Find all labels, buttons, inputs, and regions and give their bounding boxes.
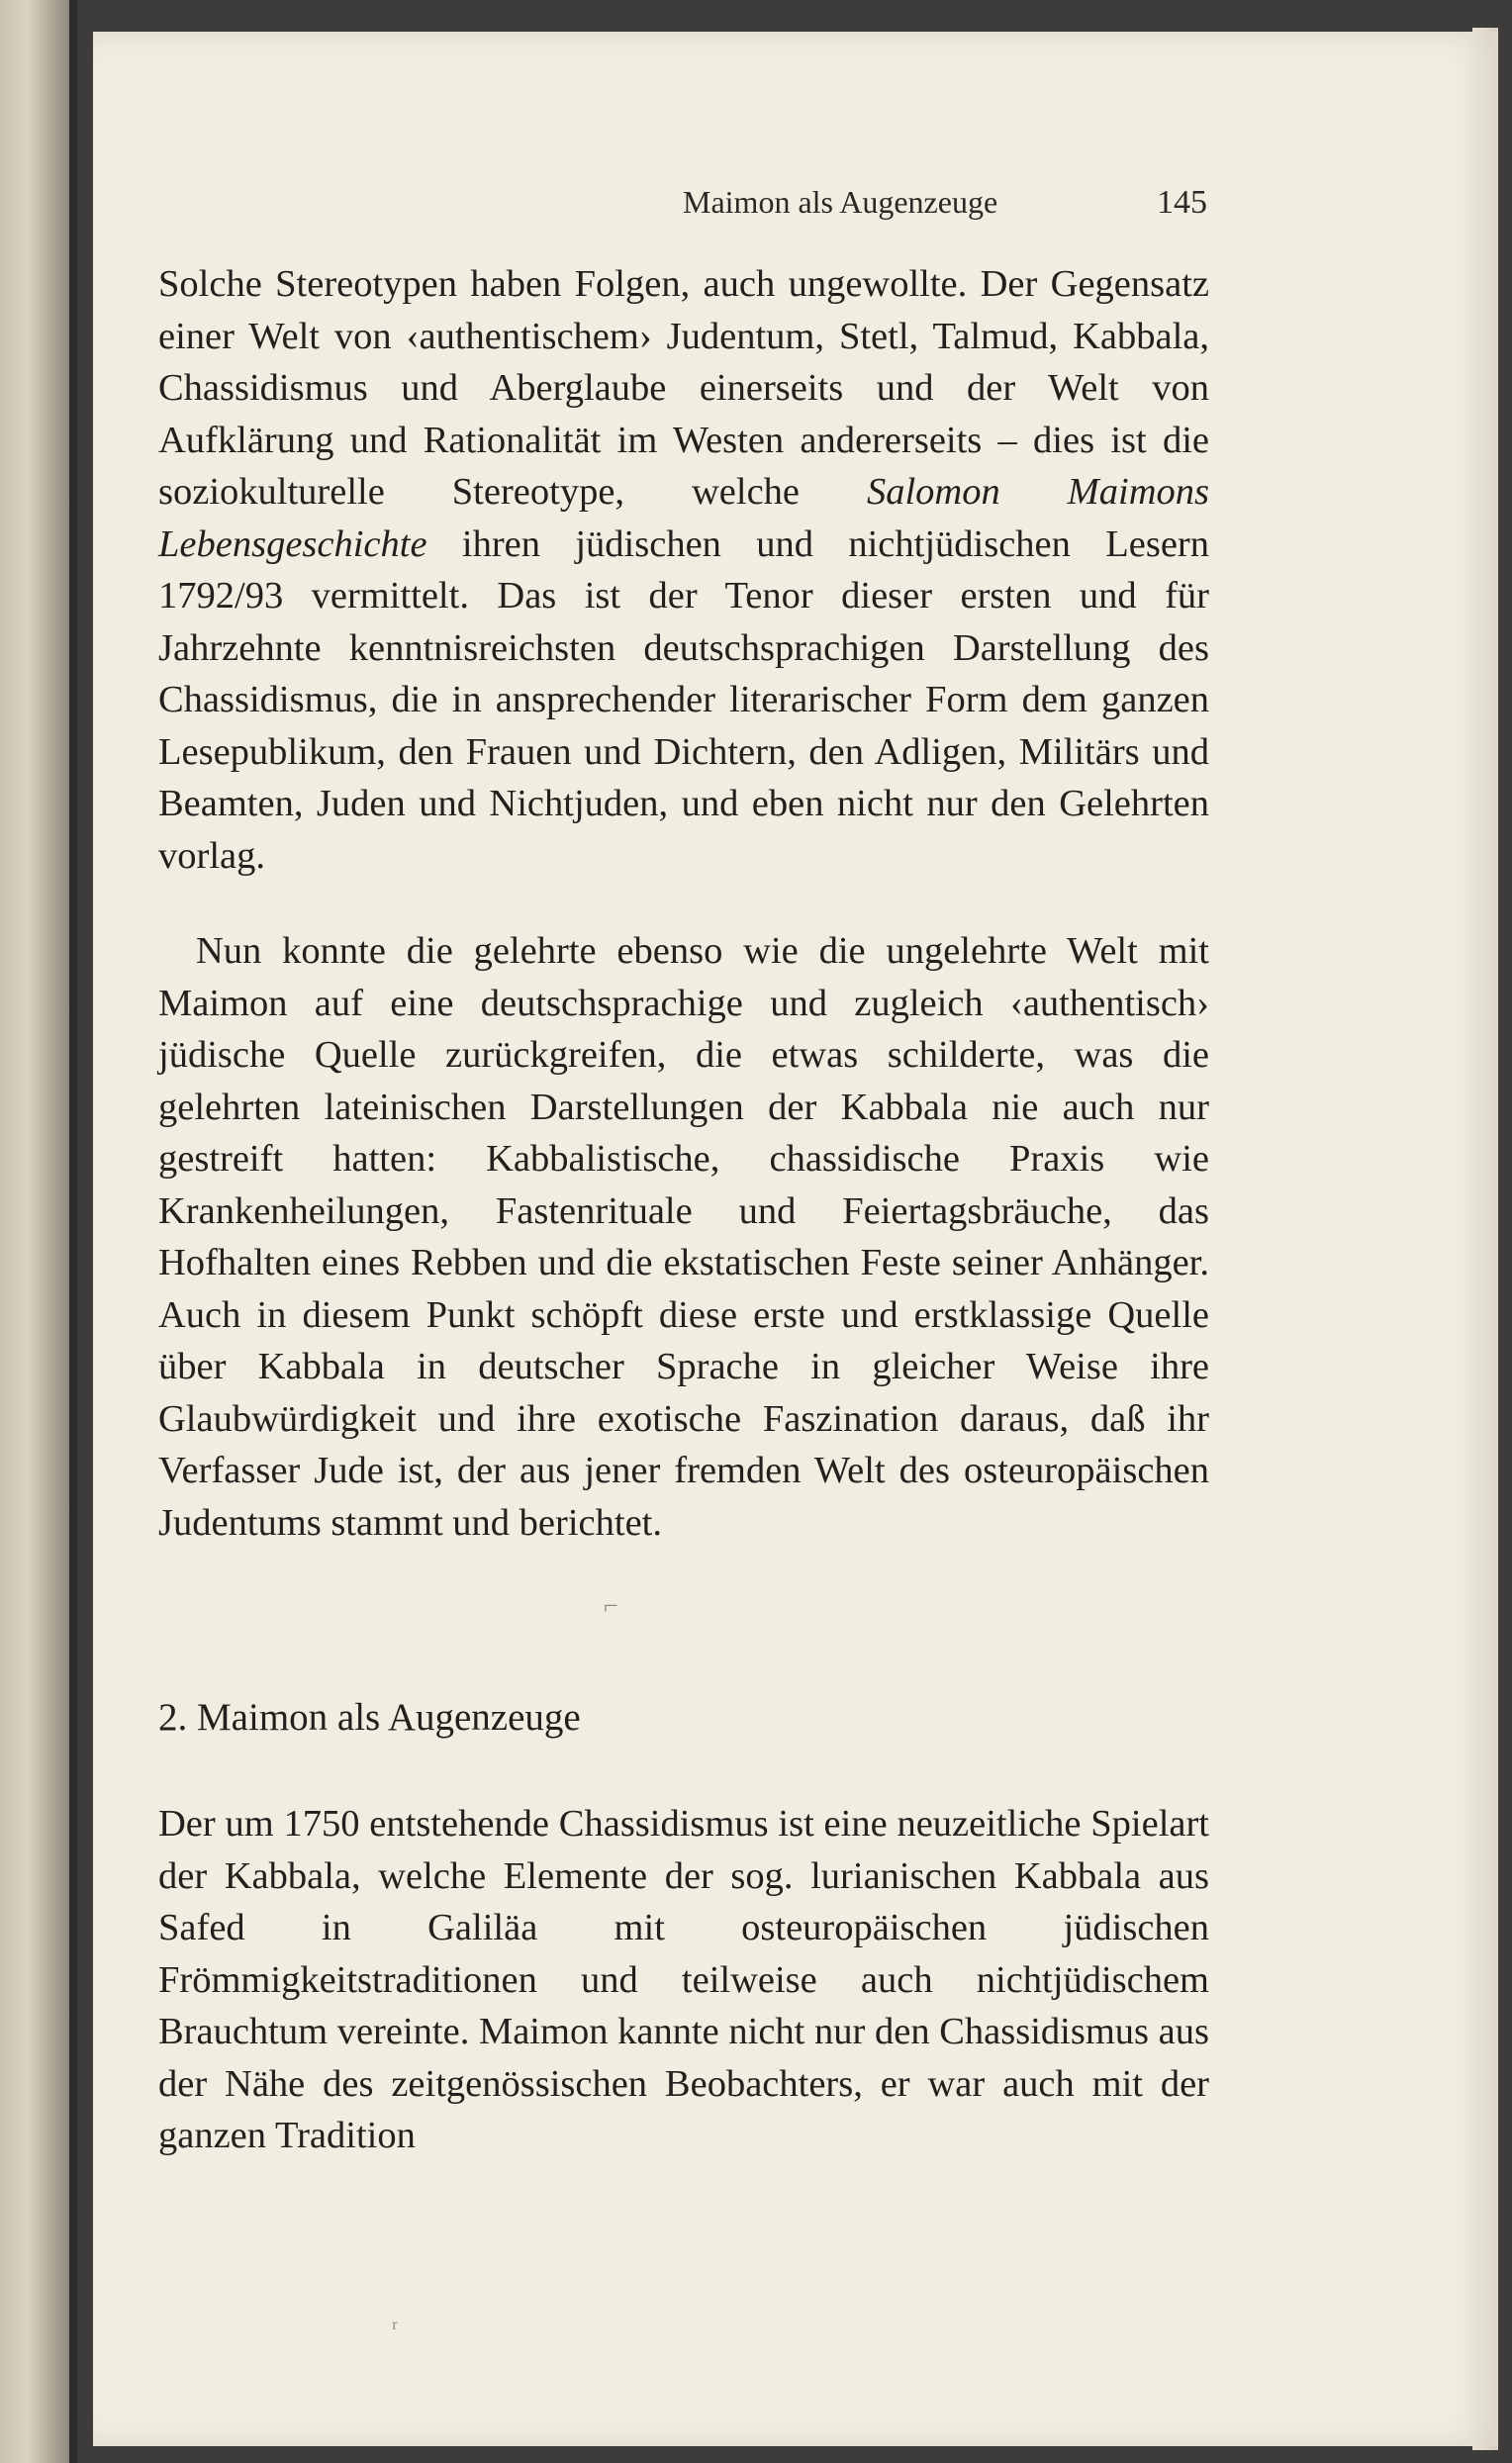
page-number: 145 <box>1157 184 1207 221</box>
paragraph-kabbala-source <box>158 925 1209 1549</box>
paragraph-text <box>158 258 1209 882</box>
running-head-title: Maimon als Augenzeuge <box>683 184 998 220</box>
book-title: Salomon Maimons Lebensgeschichte <box>158 471 1209 565</box>
paragraph-chassidism <box>158 1798 1209 2162</box>
paragraph-stereotypes <box>158 258 1209 882</box>
paper-mark: ⌐ <box>604 1591 618 1620</box>
paragraph-text: Nun konnte die gelehrte ebenso wie die ungelehrte Welt mit Maimon auf eine deutschsprachige und zugleich ‹authentisch› jüdische Quelle zurückgreifen, die etwas schilderte, was die gelehrten lateinischen Darstellungen der Kabbala nie auch nur gestreift hatten: Kabbalistische, chassidische Praxis wie Krankenheilungen, Fastenrituale und Feiertagsbräuche, das Hofhalten eines Rebben und die ekstatischen Feste seiner Anhänger. Auch in diesem Punkt schöpft diese erste und erstklassige Quelle über Kabbala in deutscher Sprache in gleicher Weise ihre Glaubwürdigkeit und ihre exotische Faszination daraus, daß ihr Verfasser Jude ist, der aus jener fremden Welt des osteuropäischen Judentums stammt und berichtet. <box>158 930 1209 1544</box>
paragraph-text-part: ihren jüdischen und nichtjüdischen Lesern 1792/93 vermittelt. Das ist der Tenor dieser ersten und für Jahrzehnte kenntnisreichsten deutschsprachigen Darstellung des Chassidismus, die in ansprechender literarischer Form dem ganzen Lesepublikum, den Frauen und Dichtern, den Adligen, Militärs und Beamten, Juden und Nichtjuden, und eben nicht nur den Gelehrten vorlag. <box>158 522 1209 877</box>
paragraph-text: Der um 1750 entstehende Chassidismus ist eine neuzeitliche Spielart der Kabbala, welche Elemente der sog. lurianischen Kabbala aus Safed in Galiläa mit osteuropäischen jüdischen Frömmigkeitstraditionen und teilweise auch nichtjüdischem Brauchtum vereinte. Maimon kannte nicht nur den Chassidismus aus der Nähe des zeitgenössischen Beobachters, er war auch mit der ganzen Tradition <box>158 1803 1209 2156</box>
running-head <box>683 176 1207 232</box>
paragraph-text-part: Solche Stereotypen haben Folgen, auch ungewollte. Der Gegensatz einer Welt von ‹authentischem› Judentum, Stetl, Talmud, Kabbala, Chassidismus und Aberglaube einerseits und der Welt von Aufklärung und Rationalität im Westen andererseits – dies ist die soziokulturelle Stereotype, welche <box>158 263 1209 513</box>
section-heading: 2. Maimon als Augenzeuge <box>158 1696 581 1739</box>
book-spine-edge <box>0 0 69 2463</box>
paper-mark: ʳ <box>392 2314 398 2342</box>
